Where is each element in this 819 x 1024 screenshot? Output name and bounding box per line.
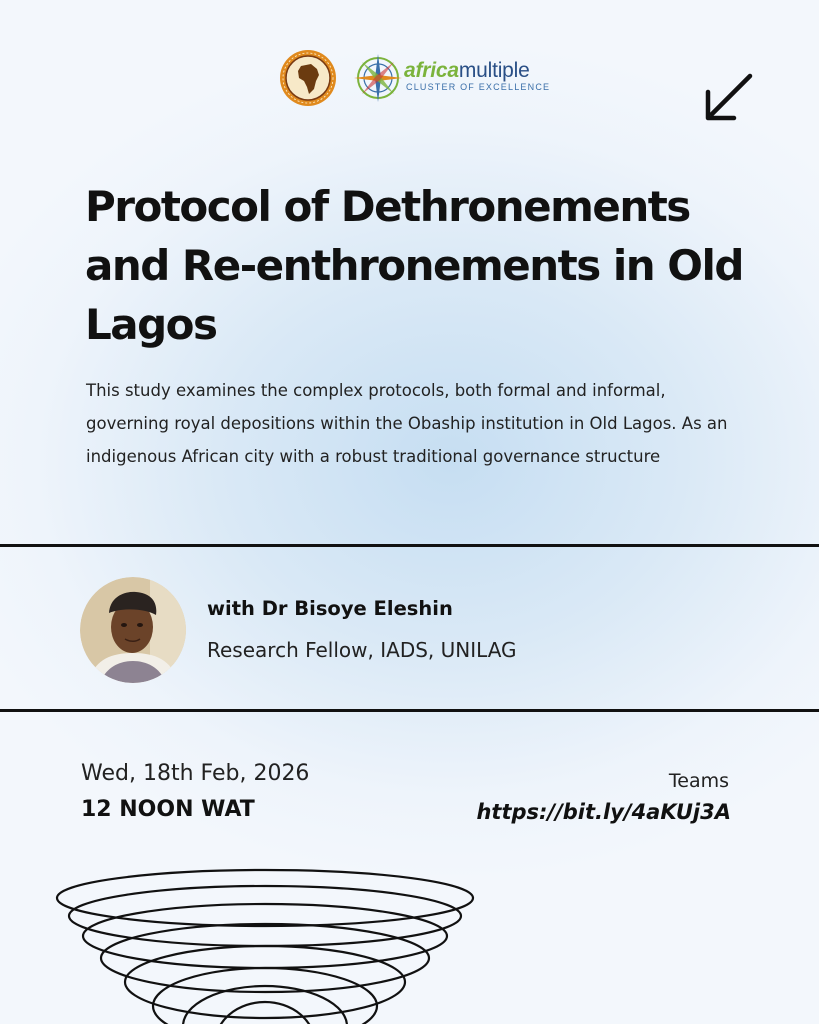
spiral-rings-graphic bbox=[40, 860, 490, 1024]
institute-seal-logo bbox=[279, 49, 337, 107]
brand-subtitle: CLUSTER OF EXCELLENCE bbox=[406, 82, 551, 92]
brand-name-primary: africa bbox=[404, 59, 459, 82]
brand-name-secondary: multiple bbox=[458, 59, 530, 82]
speaker-avatar bbox=[80, 577, 186, 683]
brand-wordmark bbox=[404, 60, 550, 92]
speaker-name: with Dr Bisoye Eleshin bbox=[207, 597, 453, 620]
divider-top bbox=[0, 544, 819, 547]
page-title: Protocol of Dethronements and Re-enthronements in Old Lagos bbox=[85, 182, 743, 349]
speaker-role: Research Fellow, IADS, UNILAG bbox=[207, 638, 517, 662]
africamultiple-compass-logo bbox=[350, 50, 406, 106]
arrow-down-left-icon bbox=[702, 70, 756, 124]
divider-bottom bbox=[0, 709, 819, 712]
event-description: This study examines the complex protocols, both formal and informal, governing royal depositions within the Obaship institution in Old Lagos. As an indigenous African city with a robust traditional governance structure bbox=[86, 381, 728, 466]
event-time: 12 NOON WAT bbox=[81, 797, 255, 822]
meeting-link[interactable]: https://bit.ly/4aKUj3A bbox=[476, 800, 731, 824]
event-date: Wed, 18th Feb, 2026 bbox=[81, 761, 310, 786]
brand-name bbox=[404, 60, 550, 82]
meeting-platform: Teams bbox=[668, 770, 729, 792]
